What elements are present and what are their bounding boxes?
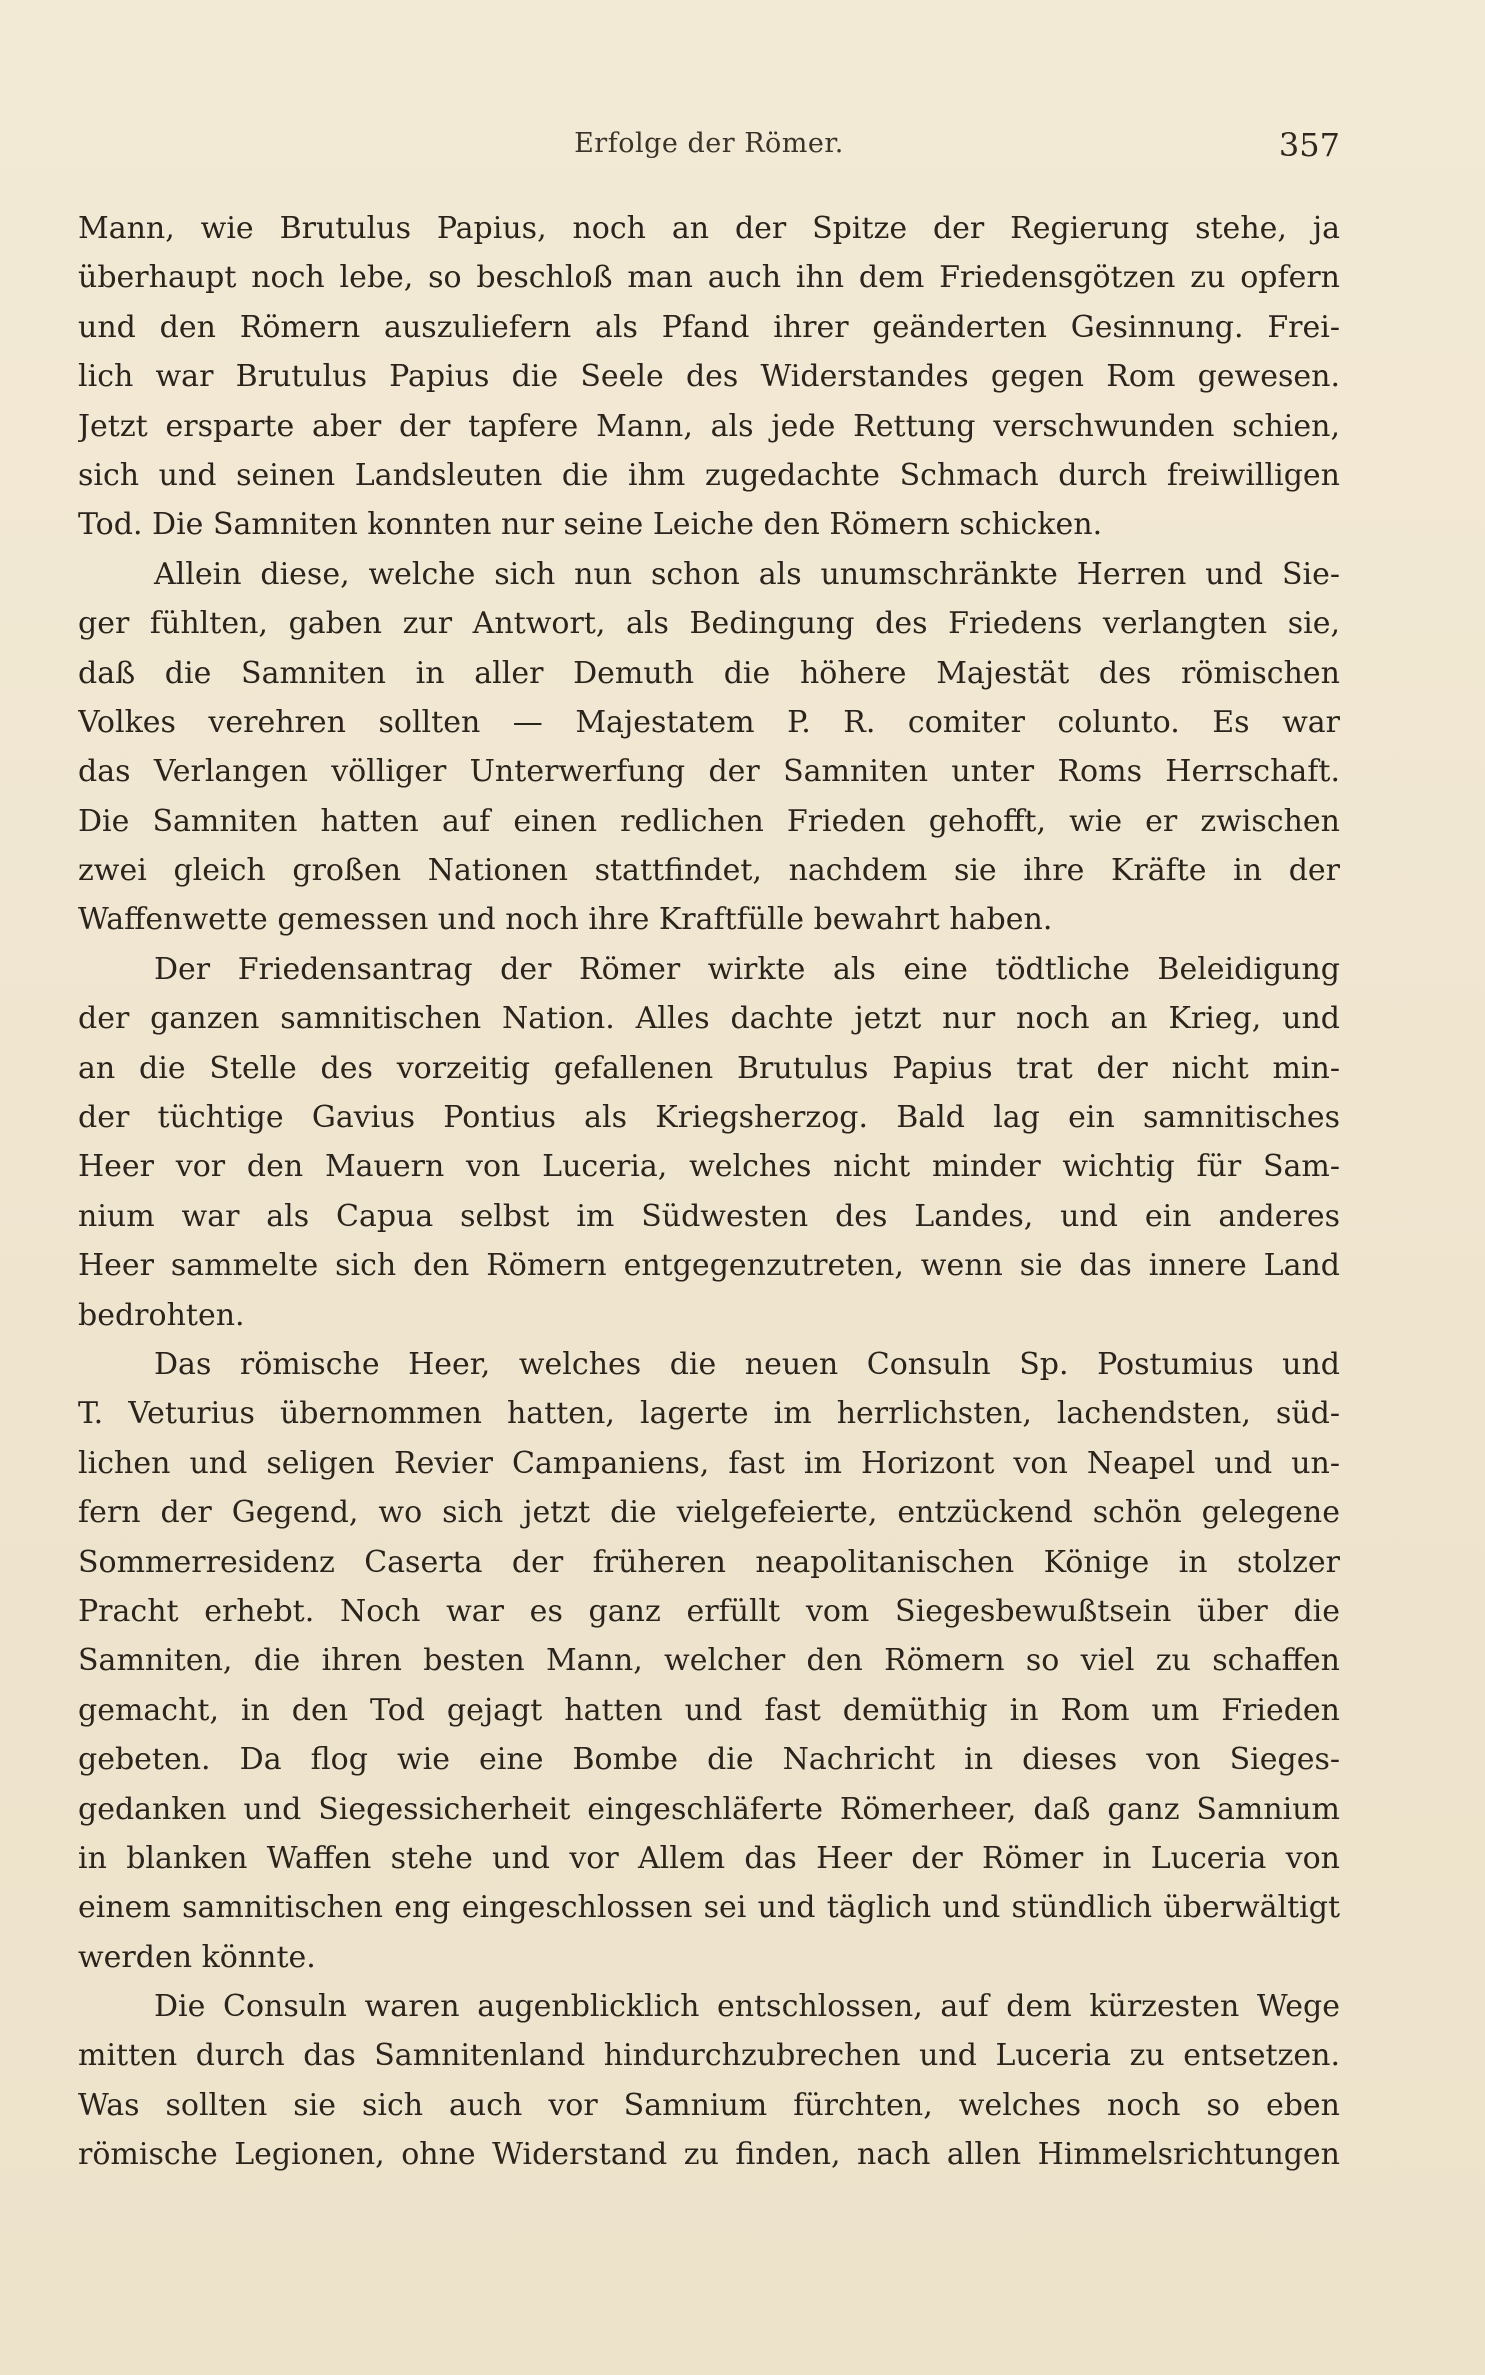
text-line: werden könnte. [78, 1939, 316, 1975]
running-title: Erfolge der Römer. [574, 128, 844, 159]
text-line: der ganzen samnitischen Nation. Alles dachte jetzt nur noch an Krieg, und [78, 1001, 1340, 1037]
text-line: Samniten, die ihren besten Mann, welcher den Römern so viel zu schaffen [78, 1643, 1340, 1679]
paragraph [78, 1340, 1340, 1982]
text-line: und den Römern auszuliefern als Pfand ihrer geänderten Gesinnung. Frei- [78, 309, 1340, 345]
paragraph [78, 945, 1340, 1340]
paragraph [78, 1982, 1340, 2180]
text-line: Was sollten sie sich auch vor Samnium fürchten, welches noch so eben [78, 2087, 1340, 2123]
text-line: Waffenwette gemessen und noch ihre Kraftfülle bewahrt haben. [78, 902, 1053, 938]
text-line: gedanken und Siegessicherheit eingeschläferte Römerheer, daß ganz Samnium [78, 1791, 1340, 1827]
text-line: zwei gleich großen Nationen stattfindet, nachdem sie ihre Kräfte in der [78, 853, 1340, 889]
text-line: gebeten. Da flog wie eine Bombe die Nachricht in dieses von Sieges- [78, 1742, 1340, 1778]
text-line: nium war als Capua selbst im Südwesten des Landes, und ein anderes [78, 1198, 1340, 1234]
paragraph [78, 204, 1340, 550]
text-line: Heer sammelte sich den Römern entgegenzutreten, wenn sie das innere Land [78, 1248, 1340, 1284]
text-line: einem samnitischen eng eingeschlossen sei und täglich und stündlich überwältigt [78, 1890, 1340, 1926]
text-line: Pracht erhebt. Noch war es ganz erfüllt vom Siegesbewußtsein über die [78, 1593, 1340, 1629]
text-line: sich und seinen Landsleuten die ihm zugedachte Schmach durch freiwilligen [78, 457, 1340, 493]
text-line: der tüchtige Gavius Pontius als Kriegsherzog. Bald lag ein samnitisches [78, 1100, 1340, 1136]
text-line: Heer vor den Mauern von Luceria, welches nicht minder wichtig für Sam- [78, 1149, 1340, 1185]
text-line: bedrohten. [78, 1297, 245, 1333]
paragraph [78, 550, 1340, 945]
text-line: Allein diese, welche sich nun schon als unumschränkte Herren und Sie- [154, 556, 1340, 592]
text-line: T. Veturius übernommen hatten, lagerte im herrlichsten, lachendsten, süd- [78, 1396, 1340, 1432]
text-line: Die Samniten hatten auf einen redlichen Frieden gehofft, wie er zwischen [78, 803, 1340, 839]
text-line: das Verlangen völliger Unterwerfung der Samniten unter Roms Herrschaft. [78, 754, 1340, 790]
body-text [78, 204, 1340, 2180]
text-line: überhaupt noch lebe, so beschloß man auch ihn dem Friedensgötzen zu opfern [78, 260, 1340, 296]
text-line: Mann, wie Brutulus Papius, noch an der Spitze der Regierung stehe, ja [78, 211, 1340, 246]
text-line: fern der Gegend, wo sich jetzt die vielgefeierte, entzückend schön gelegene [78, 1495, 1340, 1531]
page-number: 357 [1278, 126, 1340, 164]
text-line: Volkes verehren sollten — Majestatem P. R. comiter colunto. Es war [78, 704, 1340, 740]
text-line: in blanken Waffen stehe und vor Allem das Heer der Römer in Luceria von [78, 1840, 1340, 1876]
text-line: mitten durch das Samnitenland hindurchzubrechen und Luceria zu entsetzen. [78, 2038, 1340, 2074]
text-line: römische Legionen, ohne Widerstand zu finden, nach allen Himmelsrichtungen [78, 2137, 1340, 2173]
text-line: Sommerresidenz Caserta der früheren neapolitanischen Könige in stolzer [78, 1544, 1340, 1580]
text-line: Die Consuln waren augenblicklich entschlossen, auf dem kürzesten Wege [154, 1989, 1340, 2025]
text-line: an die Stelle des vorzeitig gefallenen Brutulus Papius trat der nicht min- [78, 1050, 1340, 1086]
text-line: Jetzt ersparte aber der tapfere Mann, als jede Rettung verschwunden schien, [78, 408, 1340, 444]
text-line: gemacht, in den Tod gejagt hatten und fast demüthig in Rom um Frieden [78, 1692, 1340, 1728]
text-line: ger fühlten, gaben zur Antwort, als Bedingung des Friedens verlangten sie, [78, 606, 1340, 642]
text-line: daß die Samniten in aller Demuth die höhere Majestät des römischen [78, 655, 1340, 691]
text-line: Tod. Die Samniten konnten nur seine Leiche den Römern schicken. [78, 507, 1103, 543]
text-line: lichen und seligen Revier Campaniens, fast im Horizont von Neapel und un- [78, 1445, 1340, 1481]
text-line: Das römische Heer, welches die neuen Consuln Sp. Postumius und [154, 1346, 1340, 1382]
text-line: Der Friedensantrag der Römer wirkte als eine tödtliche Beleidigung [154, 951, 1340, 987]
text-line: lich war Brutulus Papius die Seele des Widerstandes gegen Rom gewesen. [78, 359, 1340, 395]
page-header [78, 128, 1340, 172]
